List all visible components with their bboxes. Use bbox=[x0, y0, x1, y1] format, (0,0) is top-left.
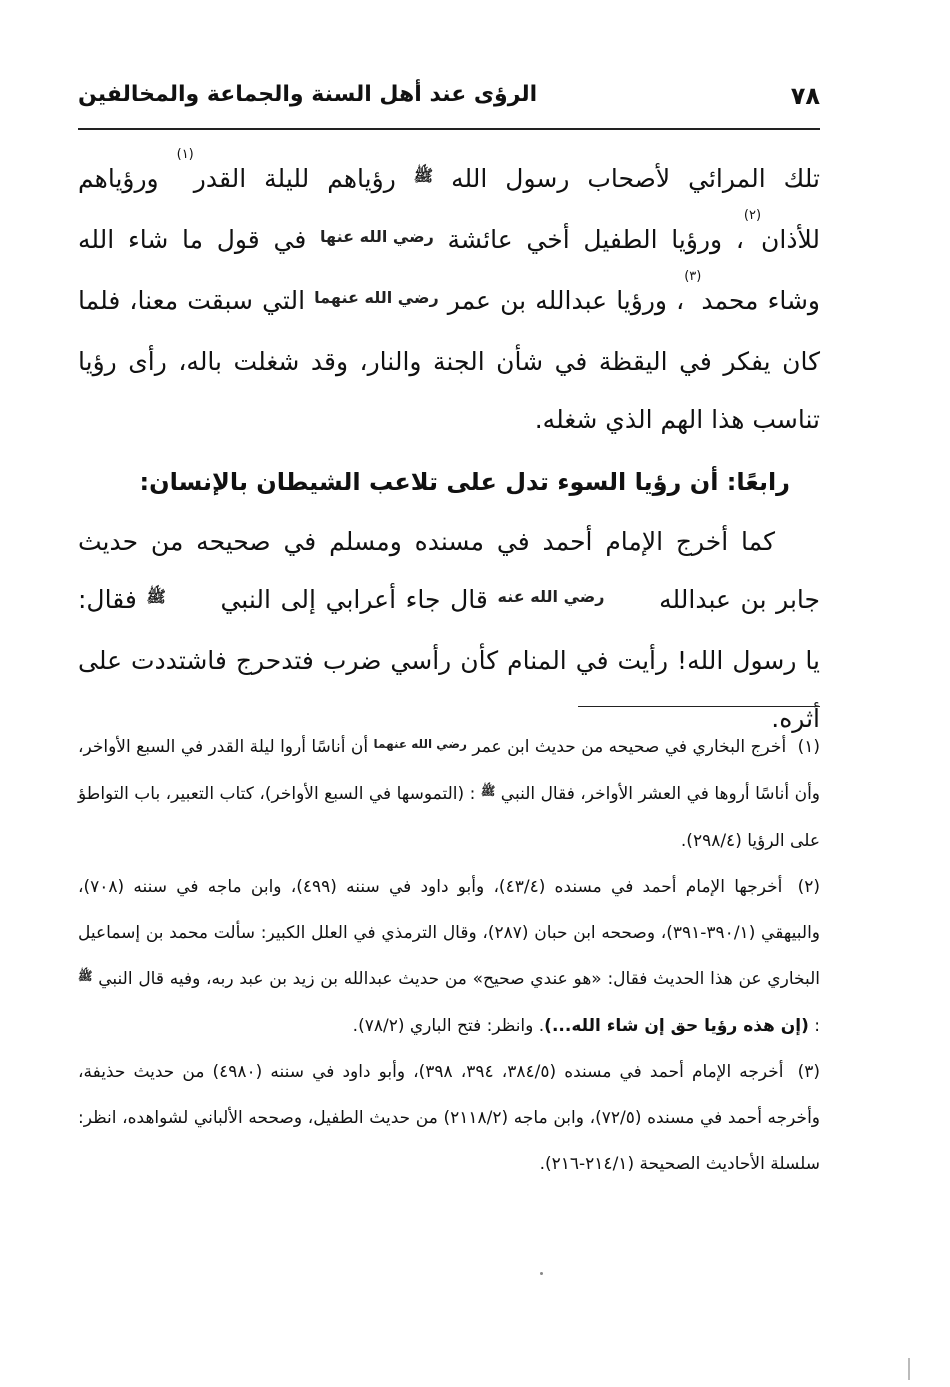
text-run: أخرجه الإمام أحمد في مسنده (٣٨٤/٥، ٣٩٤، ٣٩٨)، وأبو داود في سننه (٤٩٨٠) من حديث حذيفة، وأخرجه أحمد في مسنده (٧٢/٥)، وابن ماجه (٢١١٨/٢) من حديث الطفيل، وصححه الألباني لشواهده، انظر: سلسلة الأحاديث الصحيحة (٢١٤/١-٢١٦). bbox=[78, 1062, 820, 1174]
honorific-ra-d: رضي الله عنهما bbox=[373, 737, 467, 751]
text-run: التي سبقت معنا، فلما كان يفكر في اليقظة في شأن الجنة والنار، وقد شغلت باله، رأى رؤيا تناسب هذا الهم الذي شغله. bbox=[78, 286, 820, 434]
footnote-divider bbox=[578, 706, 820, 707]
text-run: أن أناسًا أروا ليلة القدر في السبع الأواخر، وأن أناسًا أروها في العشر الأواخر، فقال النبي bbox=[78, 737, 821, 804]
main-text bbox=[78, 147, 821, 748]
text-run: قال جاء أعرابي إلى النبي bbox=[220, 585, 488, 614]
text-run: ورؤياهم للأذان bbox=[78, 164, 821, 254]
footnote-3 bbox=[78, 1049, 820, 1187]
honorific-ra-f: رضي الله عنها bbox=[320, 227, 434, 246]
footnote-ref-2[interactable]: (٢) bbox=[743, 208, 762, 223]
text-run: ، ورؤيا عبدالله بن عمر bbox=[447, 286, 685, 315]
scan-edge-mark bbox=[908, 1358, 910, 1380]
honorific-saw: ﷺ bbox=[480, 784, 496, 798]
text-run: ، ورؤيا الطفيل أخي عائشة bbox=[447, 225, 744, 254]
footnotes bbox=[78, 724, 820, 1187]
header-divider bbox=[78, 128, 820, 130]
quoted-hadith: (إن هذه رؤيا حق إن شاء الله...) bbox=[544, 1016, 809, 1036]
footnote-number: (٣) bbox=[797, 1062, 821, 1082]
page-header bbox=[78, 82, 820, 122]
running-title: الرؤى عند أهل السنة والجماعة والمخالفين bbox=[78, 82, 538, 107]
honorific-ra-d: رضي الله عنهما bbox=[314, 288, 439, 307]
honorific-ra-m: رضي الله عنه bbox=[497, 587, 605, 606]
footnote-1 bbox=[78, 724, 820, 864]
honorific-saw: ﷺ bbox=[413, 166, 434, 185]
text-run: رؤياهم لليلة القدر bbox=[193, 164, 396, 193]
text-run: : bbox=[814, 1016, 820, 1036]
text-run: فقال: يا رسول الله! رأيت في المنام كأن رأسي ضرب فتدحرج فاشتددت على أثره. bbox=[78, 585, 820, 733]
section-heading: رابعًا: أن رؤيا السوء تدل على تلاعب الشيطان بالإنسان: bbox=[139, 468, 790, 496]
honorific-saw: ﷺ bbox=[78, 969, 93, 983]
page-number: ٧٨ bbox=[790, 82, 820, 110]
text-run: كما أخرج الإمام أحمد في مسنده ومسلم في صحيحه من حديث جابر بن عبدالله bbox=[78, 527, 821, 614]
text-run: تلك المرائي لأصحاب رسول الله bbox=[451, 164, 820, 193]
footnote-number: (١) bbox=[797, 737, 821, 757]
footnote-number: (٢) bbox=[797, 877, 820, 897]
scan-speck bbox=[540, 1272, 543, 1275]
text-run: أخرج البخاري في صحيحه من حديث ابن عمر bbox=[472, 737, 787, 757]
text-run: أخرجها الإمام أحمد في مسنده (٤٣/٤)، وأبو داود في سننه (٤٩٩)، وابن ماجه في سننه (٧٠٨)، والبيهقي (٣٩٠/١-٣٩١)، وصححه ابن حبان (٢٨٧)، وقال الترمذي في العلل الكبير: سألت محمد بن إسماعيل البخاري عن هذا الحديث فقال: «هو عندي صحيح» من حديث عبدالله بن زيد بن عبد ربه، وفيه قال النبي bbox=[78, 877, 821, 989]
text-run: في قول ما شاء الله وشاء محمد bbox=[78, 225, 820, 315]
text-run: . وانظر: فتح الباري (٧٨/٢). bbox=[352, 1016, 545, 1036]
honorific-saw: ﷺ bbox=[146, 587, 166, 606]
footnote-2 bbox=[78, 864, 820, 1049]
paragraph-1 bbox=[78, 147, 821, 449]
footnote-ref-3[interactable]: (٣) bbox=[684, 269, 702, 284]
paragraph-2 bbox=[78, 513, 820, 748]
text-run: : (التموسها في السبع الأواخر)، كتاب التعبير، باب التواطؤ على الرؤيا (٢٩٨/٤). bbox=[78, 784, 820, 851]
footnote-ref-1[interactable]: (١) bbox=[176, 147, 194, 162]
